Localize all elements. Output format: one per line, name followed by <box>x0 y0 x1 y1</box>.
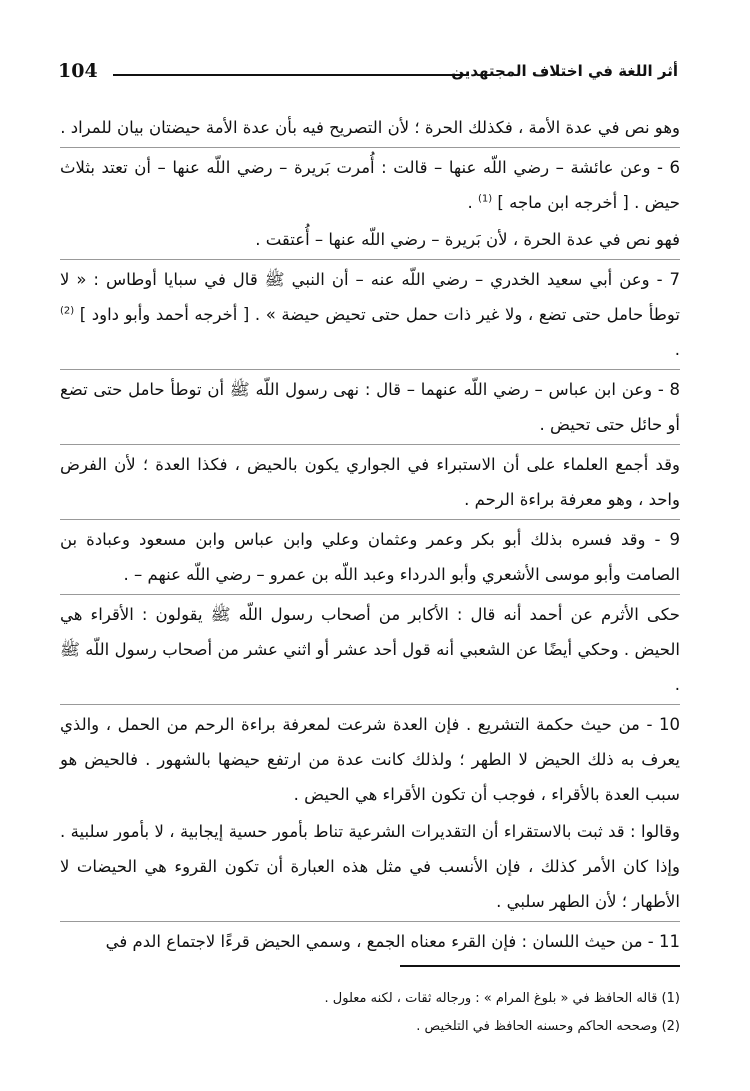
paragraph: وقالوا : قد ثبت بالاستقراء أن التقديرات الشرعية تناط بأمور حسية إيجابية ، لا بأمور سلبية . وإذا كان الأمر كذلك ، فإن الأنسب في مثل هذه العبارة أن تكون القروء هي الحيضات لا الأطهار ؛ لأن الطهر سلبي . <box>60 822 680 911</box>
footnote-rule <box>400 965 680 967</box>
paragraph: فهو نص في عدة الحرة ، لأن بَريرة – رضي اللّه عنها – أُعتقت . <box>255 230 680 249</box>
paragraph: 9 - وقد فسره بذلك أبو بكر وعمر وعثمان وعلي وابن عباس وابن مسعود وعبادة بن الصامت وأبو موسى الأشعري وأبو الدرداء وعبد اللّه بن عمرو – رضي اللّه عنهم – . <box>60 519 680 592</box>
main-text <box>60 110 680 961</box>
page-header <box>58 60 678 88</box>
paragraph: 11 - من حيث اللسان : فإن القرء معناه الجمع ، وسمي الحيض قرءًا لاجتماع الدم في <box>60 921 680 959</box>
paragraph: وقد أجمع العلماء على أن الاستبراء في الجواري يكون بالحيض ، فكذا العدة ؛ لأن الفرض واحد ، وهو معرفة براءة الرحم . <box>60 444 680 517</box>
footnote-ref: (1) <box>477 193 493 205</box>
footnote: (2) وصححه الحاكم وحسنه الحافظ في التلخيص . <box>416 1019 680 1034</box>
footnote-ref: (2) <box>60 305 75 317</box>
footnotes <box>60 985 680 1041</box>
paragraph: 8 - وعن ابن عباس – رضي اللّه عنهما – قال : نهى رسول اللّه ﷺ أن توطأ حامل حتى تضع أو حائل حتى تحيض . <box>60 369 680 442</box>
paragraph: حكى الأثرم عن أحمد أنه قال : الأكابر من أصحاب رسول اللّه ﷺ يقولون : الأقراء هي الحيض . وحكي أيضًا عن الشعبي أنه قول أحد عشر أو اثني عشر من أصحاب رسول اللّه ﷺ . <box>60 594 680 702</box>
paragraph: 7 - وعن أبي سعيد الخدري – رضي اللّه عنه – أن النبي ﷺ قال في سبايا أوطاس : « لا توطأ حامل حتى تضع ، ولا غير ذات حمل حتى تحيض حيضة » . [ أخرجه أحمد وأبو داود ] $^{(2)}$ . <box>60 259 680 367</box>
paragraph: 6 - وعن عائشة – رضي اللّه عنها – قالت : أُمرت بَريرة – رضي اللّه عنها – أن تعتد بثلاث حيض . [ أخرجه ابن ماجه ] $^{(1)}$ . <box>60 147 680 220</box>
header-rule <box>113 74 469 76</box>
running-title: أثر اللغة في اختلاف المجتهدين <box>451 62 678 80</box>
footnote: (1) قاله الحافظ في « بلوغ المرام » : ورجاله ثقات ، لكنه معلول . <box>324 991 680 1006</box>
page-number: 104 <box>58 60 98 82</box>
paragraph: وهو نص في عدة الأمة ، فكذلك الحرة ؛ لأن التصريح فيه بأن عدة الأمة حيضتان بيان للمراد . <box>60 118 680 137</box>
paragraph: 10 - من حيث حكمة التشريع . فإن العدة شرعت لمعرفة براءة الرحم من الحمل ، والذي يعرف به ذلك الحيض لا الطهر ؛ ولذلك كانت عدة من ارتفع حيضها بالشهور . فالحيض هو سبب العدة بالأقراء ، فوجب أن تكون الأقراء هي الحيض . <box>60 704 680 812</box>
